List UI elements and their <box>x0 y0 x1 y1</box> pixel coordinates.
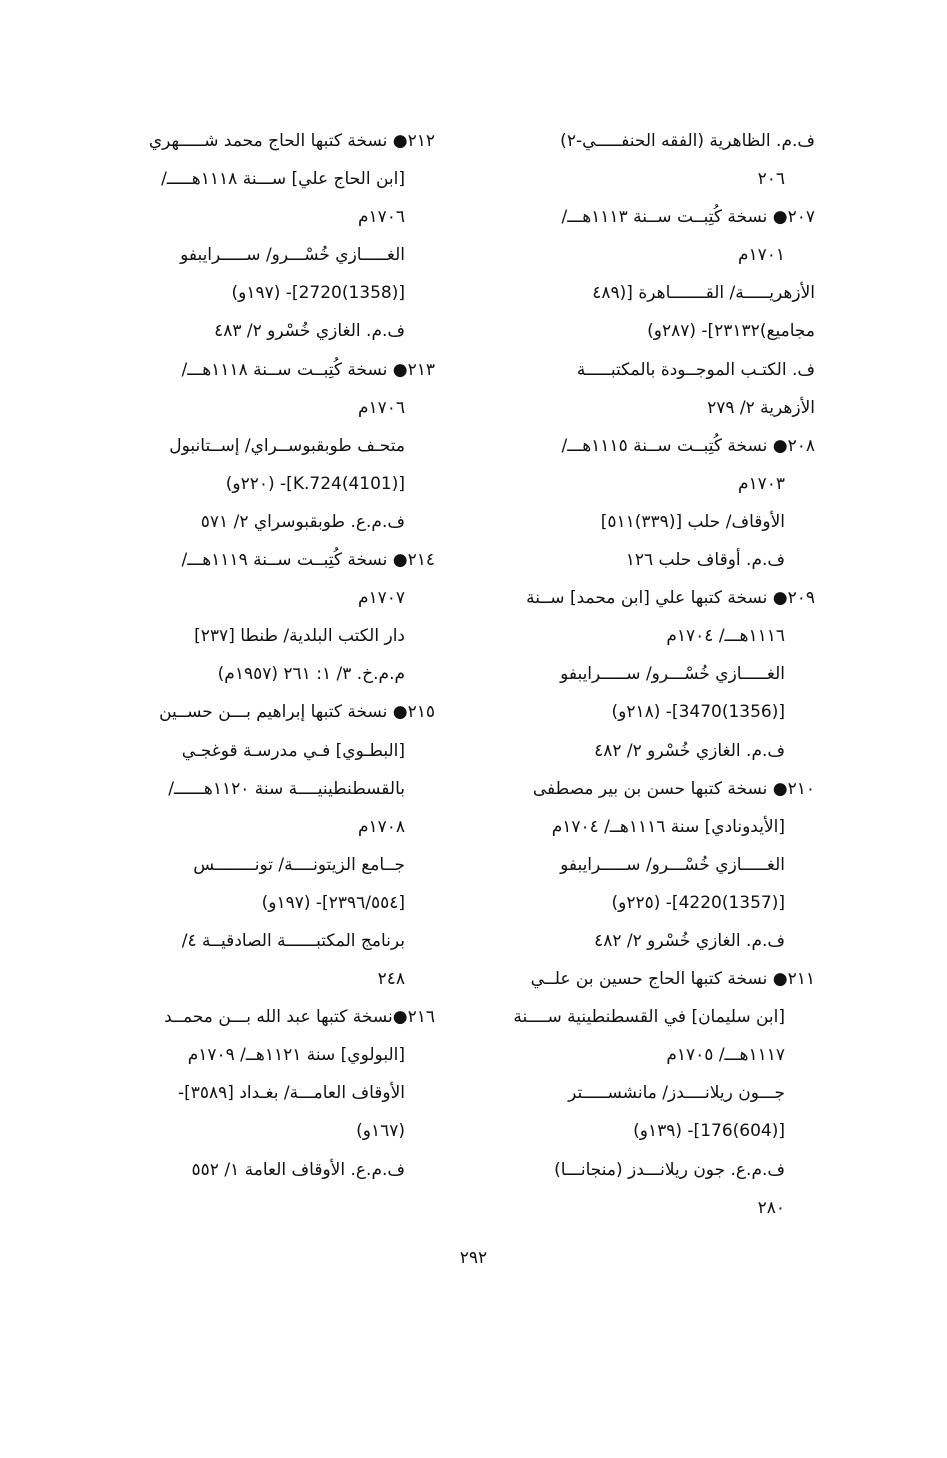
text-line: الأزهريـــــة/ القـــــــاهرة [(٤٨٩ <box>592 283 815 304</box>
text-line: ١٧٠٣م <box>737 473 785 494</box>
text-line: ١٧٠٦م <box>357 397 405 418</box>
text-line: [البطـوي] فـي مدرسـة قوغجـي <box>181 740 405 761</box>
text-line: [(1358)2720]- (١٩٧و) <box>231 283 405 304</box>
text-line: ١١١٦هـــ/ ١٧٠٤م <box>666 626 785 647</box>
text-line: ١٧٠٨م <box>357 816 405 837</box>
text-line: ١٧٠٦م <box>357 207 405 228</box>
text-line: ٢١٢● نسخة كتبها الحاج محمد شـــــهري <box>148 131 435 151</box>
text-line: ٢١٣● نسخة كُتِبــت ســنة ١١١٨هـــ/ <box>181 359 435 380</box>
text-line: ٢٠٨● نسخة كُتِبــت ســنة ١١١٥هـــ/ <box>561 435 815 456</box>
text-line: ٢١٥● نسخة كتبها إبراهيم بـــن حســين <box>159 702 435 723</box>
text-line: [K.724(4101)]- (٢٢٠و) <box>225 473 405 494</box>
text-line: ف.م. الغازي خُسْرو ٢/ ٤٨٢ <box>594 740 785 761</box>
text-line: الغـــــازي خُسْـــرو/ ســـــرايبفو <box>180 245 405 266</box>
text-line: الأوقاف العامـــة/ بغـداد [٣٥٨٩]- <box>177 1083 405 1104</box>
text-line: م.م.خ. ٣/ ١: ٢٦١ (١٩٥٧م) <box>217 664 405 685</box>
text-line: ف.م. الغازي خُسْرو ٢/ ٤٨٢ <box>594 930 785 951</box>
page-number: ٢٩٢ <box>459 1248 488 1268</box>
text-line: برنامج المكتبــــــة الصادقيــة ٤/ <box>181 930 405 951</box>
text-line: ٢١٠● نسخة كتبها حسن بن بير مصطفى <box>532 778 815 799</box>
text-line: ٢٠٧● نسخة كُتِبــت ســنة ١١١٣هـــ/ <box>561 207 815 228</box>
text-line: [(604)176]- (١٣٩و) <box>633 1121 785 1142</box>
text-line: ف. الكتـب الموجــودة بالمكتبـــــة <box>576 359 815 380</box>
text-line: ١٧٠٧م <box>357 588 405 609</box>
text-line: ف.م.ع. جون ريلانـــدز (منجانـــا) <box>554 1159 785 1180</box>
text-line: الغـــــازي خُسْـــرو/ ســـــرايبفو <box>560 854 785 875</box>
text-line: ٢٨٠ <box>757 1197 785 1218</box>
text-line: ف.م. أوقاف حلب ١٢٦ <box>625 550 785 571</box>
text-line: [٢٣٩٦/٥٥٤]- (١٩٧و) <box>261 892 405 913</box>
text-line: ف.م.ع. طوبقبوسراي ٢/ ٥٧١ <box>200 511 405 532</box>
text-line: [الأيدونادي] سنة ١١١٦هــ/ ١٧٠٤م <box>551 816 785 837</box>
text-line: الغـــــازي خُسْـــرو/ ســـــرايبفو <box>560 664 785 685</box>
text-line: [(1357)4220]- (٢٢٥و) <box>611 892 785 913</box>
text-line: [البولوي] سنة ١١٢١هــ/ ١٧٠٩م <box>187 1045 405 1066</box>
text-line: دار الكتب البلدية/ طنطا [٢٣٧] <box>194 626 405 647</box>
text-line: ١٧٠١م <box>737 245 785 266</box>
text-line: ٢١٤● نسخة كُتِبــت ســنة ١١١٩هـــ/ <box>181 550 435 571</box>
text-line: ٢٠٩● نسخة كتبها علي [ابن محمد] ســنة <box>526 588 815 609</box>
text-line: ١١١٧هـــ/ ١٧٠٥م <box>666 1045 785 1066</box>
text-line: [ابن الحاج علي] ســـنة ١١١٨هـــــ/ <box>161 169 405 190</box>
text-line: (١٦٧و) <box>356 1121 405 1142</box>
right-column <box>470 122 815 1227</box>
text-line: ف.م. الظاهرية (الفقه الحنفـــــي-٢) <box>560 131 815 151</box>
text-line: متحـف طوبقبوســراي/ إســتانبول <box>169 435 405 456</box>
text-line: [(1356)3470]- (٢١٨و) <box>611 702 785 723</box>
text-line: [ابن سليمان] في القسطنطينية ســــنة <box>513 1007 785 1028</box>
text-line: الأزهرية ٢/ ٢٧٩ <box>707 397 815 418</box>
text-line: الأوقاف/ حلب [(٣٣٩)٥١١] <box>600 511 785 532</box>
text-line: ف.م.ع. الأوقاف العامة ١/ ٥٥٢ <box>191 1159 405 1180</box>
text-line: ٢١٦●نسخة كتبها عبد الله بـــن محمــد <box>164 1007 435 1028</box>
left-column <box>95 122 435 1189</box>
text-line: ٢٠٦ <box>757 169 785 190</box>
text-line: جــامع الزيتونــــة/ تونــــــــس <box>193 854 405 875</box>
text-line: ف.م. الغازي خُسْرو ٢/ ٤٨٣ <box>214 321 405 342</box>
text-line: مجاميع)٢٣١٣٢]- (٢٨٧و) <box>647 321 815 342</box>
text-line: بالقسطنطينيــــة سنة ١١٢٠هــــــ/ <box>168 778 405 799</box>
text-line: ٢١١● نسخة كتبها الحاج حسين بن علــي <box>530 969 815 990</box>
text-line: ٢٤٨ <box>377 969 405 990</box>
text-line: جـــون ريلانــــدز/ مانشســـــتر <box>568 1083 785 1104</box>
